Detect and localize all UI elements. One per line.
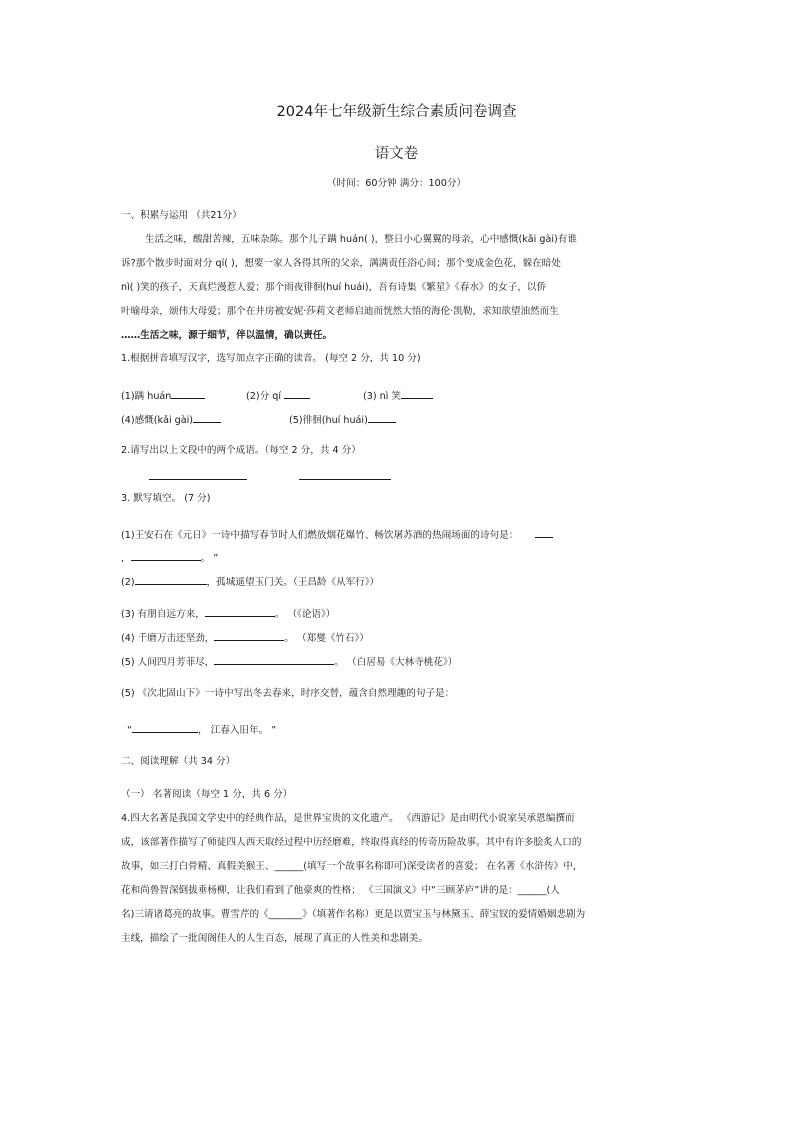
answer-blank[interactable] — [284, 388, 310, 399]
answer-blank[interactable] — [214, 654, 334, 665]
q3-sentence-1: (1)王安石在《元日》一诗中描写春节时人们燃放烟花爆竹、畅饮屠苏酒的热闹场面的诗句是： — [121, 527, 553, 542]
q4-line-4: 花和尚鲁智深倒拔垂杨柳，让我们看到了他豪爽的性格； 《三国演义》中“三顾茅庐”讲的是：______(人 — [121, 885, 560, 896]
q3-sentence-6b: “ ， 江春入旧年。 ” — [127, 722, 276, 737]
q1-item-1: (1)蹒 huán — [121, 388, 205, 403]
q1-item-5: (5)徘徊(huí huái) — [289, 412, 396, 427]
paragraph-line-3: nì( )笑的孩子，天真烂漫惹人爱；那个雨夜徘徊(huí huái)，吾有诗集《繁星》《春水》的女子，以侨 — [121, 282, 547, 293]
answer-blank[interactable] — [132, 722, 198, 733]
q3-sentence-3: (3) 有朋自远方来， 。 （《论语》） — [121, 606, 335, 621]
section1-heading: 一、积累与运用 （共21分） — [121, 210, 242, 221]
answer-blank[interactable] — [535, 527, 553, 538]
answer-blank[interactable] — [205, 606, 275, 617]
question-1: 1.根据拼音填写汉字，选写加点字正确的读音。 (每空 2 分，共 10 分) — [121, 353, 421, 364]
section2-heading: 二、阅读理解（共 34 分） — [121, 756, 236, 767]
q4-line-5: 名)三请诸葛亮的故事。曹雪芹的《_______》（填著作名称）更是以贾宝玉与林黛玉、薛宝钗的爱情婚姻悲剧为 — [121, 909, 586, 920]
document-subtitle: 语文卷 — [374, 146, 419, 162]
document-title: 2024年七年级新生综合素质问卷调查 — [276, 104, 517, 120]
question-3: 3. 默写填空。 (7 分) — [121, 493, 211, 504]
paragraph-line-4: 叶喻母亲，颂伟大母爱；那个在井房被安妮·莎莉文老师启迪而恍然大悟的海伦·凯勒，求知欲望油然而生 — [121, 306, 559, 317]
q4-line-6: 主线，描绘了一批闺阁佳人的人生百态，展现了真正的人性美和悲剧美。 — [121, 933, 428, 944]
exam-info: （时间：60分钟 满分：100分） — [326, 178, 467, 189]
answer-blank[interactable] — [214, 630, 284, 641]
paragraph-line-2: 诉?那个散步时面对分 qí( )，想要一家人各得其所的父亲，满满责任浴心间；那个变成金色花，躲在暗处 — [121, 258, 561, 269]
paragraph-line-1: 生活之味，酸甜苦辣，五味杂陈。那个儿子蹒 huán( )，整日小心翼翼的母亲，心中感慨(kǎi gài)有谁 — [145, 234, 577, 245]
q3-sentence-2: (2) ，孤城遥望玉门关。（王昌龄《从军行》） — [121, 574, 379, 589]
answer-blank[interactable] — [401, 388, 433, 399]
q3-sentence-1b: ， 。 ” — [121, 550, 218, 565]
answer-blank[interactable] — [193, 412, 221, 423]
answer-blank[interactable] — [171, 388, 205, 399]
paragraph-line-5: ……生活之味，源于细节，伴以温情，确以责任。 — [121, 330, 333, 341]
q2-blanks — [149, 469, 391, 484]
q4-line-3: 故事，如三打白骨精、真假美猴王、______(填写一个故事名称即可)深受读者的喜爱； 在名著《水浒传》中， — [121, 861, 583, 872]
answer-blank[interactable] — [368, 412, 396, 423]
q3-sentence-6: (5) 《次北固山下》一诗中写出冬去春来，时序交替，蕴含自然理趣的句子是： — [121, 688, 455, 699]
question-2: 2.请写出以上文段中的两个成语。（每空 2 分，共 4 分） — [121, 445, 361, 456]
section2-sub1: （一） 名著阅读（每空 1 分，共 6 分） — [121, 789, 293, 800]
q3-sentence-5: (5) 人间四月芳菲尽， 。 （白居易《大林寺桃花》） — [121, 654, 457, 669]
q1-item-2: (2)分 qí — [246, 388, 310, 403]
answer-blank[interactable] — [131, 550, 201, 561]
q1-item-3: (3) nì 笑 — [363, 388, 433, 403]
q4-line-1: 4.四大名著是我国文学史中的经典作品，是世界宝贵的文化遗产。 《西游记》是由明代小说家吴承恩编撰而 — [121, 813, 575, 824]
q4-line-2: 成，该部著作描写了师徒四人西天取经过程中历经磨难，终取得真经的传奇历险故事。其中有许多脍炙人口的 — [121, 837, 582, 848]
q1-item-4: (4)感慨(kǎi gài) — [121, 412, 221, 427]
answer-blank[interactable] — [149, 469, 247, 480]
answer-blank[interactable] — [299, 469, 391, 480]
answer-blank[interactable] — [135, 574, 207, 585]
q3-sentence-4: (4) 千磨万击还坚劲， 。 （郑燮《竹石》） — [121, 630, 369, 645]
